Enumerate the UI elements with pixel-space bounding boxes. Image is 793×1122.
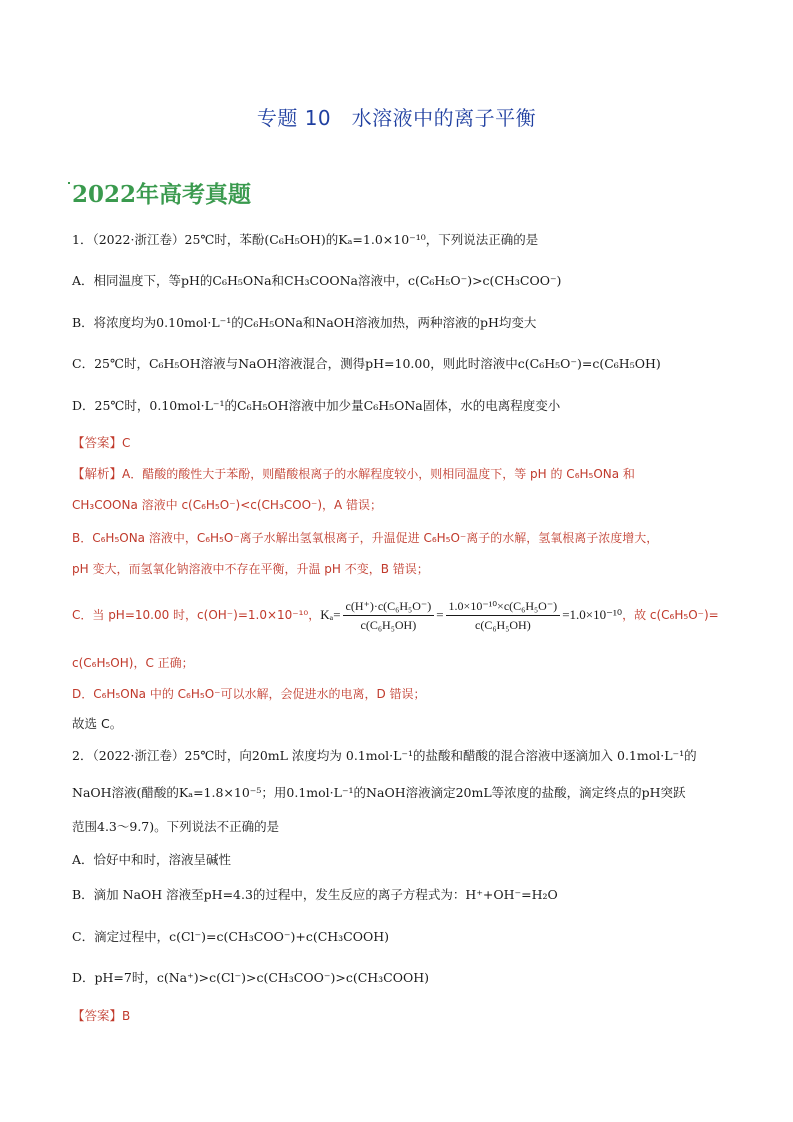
q1-analysis-line: [72, 466, 635, 482]
q2-option-b: B．滴加 NaOH 溶液至pH=4.3的过程中，发生反应的离子方程式为：H⁺+OH⁻=H₂O: [72, 887, 558, 902]
q1-option-a: A．相同温度下，等pH的C₆H₅ONa和CH₃COONa溶液中，c(C₆H₅O⁻)>c(CH₃COO⁻): [72, 273, 562, 288]
section-title: 2022年高考真题: [72, 176, 251, 209]
q1-option-d: D．25℃时，0.10mol·L⁻¹的C₆H₅OH溶液中加少量C₆H₅ONa固体，水的电离程度变小: [72, 398, 561, 413]
answer-value: C: [122, 436, 131, 450]
analysis-text: pH 变大，而氢氧化钠溶液中不存在平衡，升温 pH 不变，B 错误；: [72, 562, 429, 576]
q1-option-b: B．将浓度均为0.10mol·L⁻¹的C₆H₅ONa和NaOH溶液加热，两种溶液的pH均变大: [72, 315, 537, 330]
q2-stem-line-2: NaOH溶液(醋酸的Kₐ=1.8×10⁻⁵；用0.1mol·L⁻¹的NaOH溶液滴定20mL等浓度的盐酸，滴定终点的pH突跃: [72, 785, 686, 800]
q1-option-c: C．25℃时，C₆H₅OH溶液与NaOH溶液混合，测得pH=10.00，则此时溶液中c(C₆H₅O⁻)=c(C₆H₅OH): [72, 356, 661, 371]
q2-option-a: A．恰好中和时，溶液呈碱性: [72, 852, 232, 867]
fraction-numerator: 1.0×10⁻¹⁰×c(C₆H₅O⁻): [446, 597, 561, 616]
fraction-denominator: c(C₆H₅OH): [360, 618, 417, 632]
analysis-label: 【解析】: [72, 466, 123, 481]
q2-stem-line-3: 范围4.3～9.7)。下列说法不正确的是: [72, 819, 280, 834]
q2-stem-line-1: 2．（2022·浙江卷）25℃时，向20mL 浓度均为 0.1mol·L⁻¹的盐酸和醋酸的混合溶液中逐滴加入 0.1mol·L⁻¹的: [72, 748, 697, 763]
q1-answer: [72, 435, 130, 451]
analysis-text: B．C₆H₅ONa 溶液中，C₆H₅O⁻离子水解出氢氧根离子，升温促进 C₆H₅O⁻离子的水解，氢氧根离子浓度增大，: [72, 531, 659, 545]
fraction-denominator: c(C₆H₅OH): [475, 618, 531, 632]
page-title: 专题 10 水溶液中的离子平衡: [256, 106, 537, 130]
fraction-2: [446, 597, 561, 634]
analysis-text: ，故 c(C₆H₅O⁻)=: [622, 608, 719, 622]
equals-sign: =: [436, 607, 444, 622]
q2-option-d: D．pH=7时，c(Na⁺)>c(Cl⁻)>c(CH₃COO⁻)>c(CH₃COOH): [72, 970, 430, 985]
analysis-text: D．C₆H₅ONa 中的 C₆H₅O⁻可以水解，会促进水的电离，D 错误；: [72, 687, 426, 701]
analysis-conclusion: 故选 C。: [72, 716, 123, 731]
analysis-text: C．当 pH=10.00 时，c(OH⁻)=1.0×10⁻¹⁰，: [72, 608, 321, 622]
q2-option-c: C．滴定过程中，c(Cl⁻)=c(CH₃COO⁻)+c(CH₃COOH): [72, 929, 390, 944]
q1-stem: 1．（2022·浙江卷）25℃时，苯酚(C₆H₅OH)的Kₐ=1.0×10⁻¹⁰，下列说法正确的是: [72, 232, 539, 247]
analysis-text: CH₃COONa 溶液中 c(C₆H₅O⁻)<c(CH₃COO⁻)，A 错误；: [72, 498, 383, 512]
fraction-numerator: c(H⁺)·c(C₆H₅O⁻): [343, 597, 435, 616]
answer-value: B: [122, 1009, 131, 1023]
answer-label: 【答案】: [72, 435, 123, 450]
answer-label: 【答案】: [72, 1008, 123, 1023]
ka-label: Kₐ=: [320, 607, 341, 622]
q2-answer: [72, 1008, 130, 1024]
analysis-text: c(C₆H₅OH)，C 正确；: [72, 656, 194, 670]
analysis-formula-line: [72, 597, 719, 634]
analysis-text: A．醋酸的酸性大于苯酚，则醋酸根离子的水解程度较小，则相同温度下，等 pH 的 C₆H₅ONa 和: [122, 467, 635, 481]
fraction-1: [343, 597, 435, 634]
ka-value: =1.0×10⁻¹⁰: [562, 607, 623, 622]
